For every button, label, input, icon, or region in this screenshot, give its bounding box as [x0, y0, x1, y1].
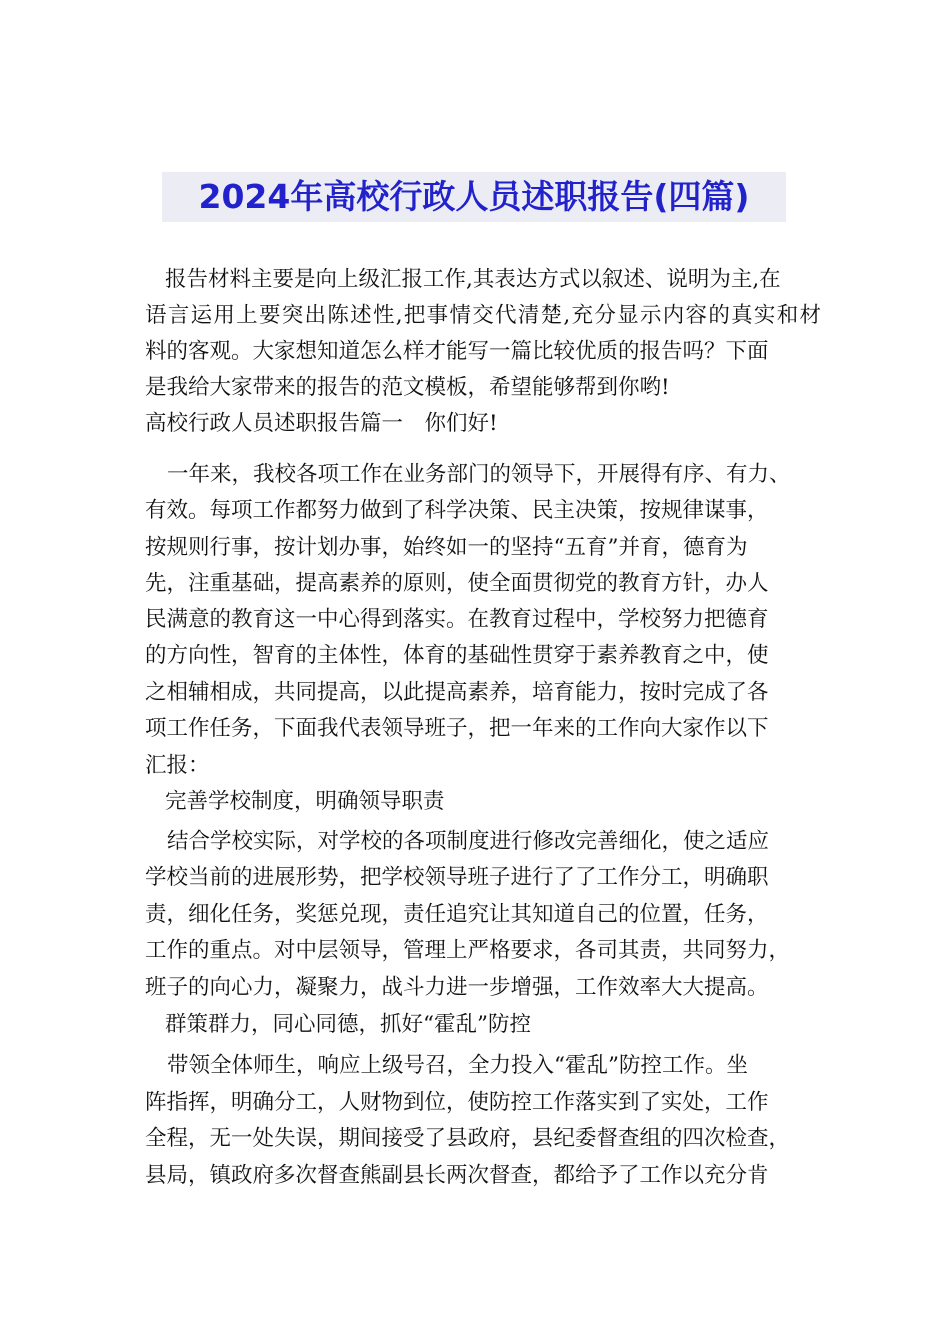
document-title: 2024年高校行政人员述职报告(四篇): [162, 172, 786, 222]
text-line: 有效。每项工作都努力做到了科学决策、民主决策，按规律谋事，: [145, 498, 769, 523]
text-line: 带领全体师生，响应上级号召，全力投入“霍乱”防控工作。坐: [167, 1053, 748, 1078]
text-line: 汇报：: [145, 753, 210, 778]
text-line: 按规则行事，按计划办事，始终如一的坚持“五育”并育，德育为: [145, 535, 748, 560]
text-line: 班子的向心力，凝聚力，战斗力进一步增强，工作效率大大提高。: [145, 975, 769, 1000]
section-heading: 高校行政人员述职报告篇一 你们好!: [145, 411, 498, 436]
text-line: 全程，无一处失误，期间接受了县政府，县纪委督查组的四次检查，: [145, 1126, 791, 1151]
text-line: 料的客观。大家想知道怎么样才能写一篇比较优质的报告吗？下面: [145, 339, 769, 364]
subsection-heading: 完善学校制度，明确领导职责: [165, 789, 445, 814]
text-line: 之相辅相成，共同提高，以此提高素养，培育能力，按时完成了各: [145, 680, 769, 705]
text-line: 语言运用上要突出陈述性,把事情交代清楚,充分显示内容的真实和材: [145, 303, 821, 328]
text-line: 县局，镇政府多次督查熊副县长两次督查，都给予了工作以充分肯: [145, 1163, 769, 1188]
text-line: 结合学校实际，对学校的各项制度进行修改完善细化，使之适应: [167, 829, 770, 854]
text-line: 学校当前的进展形势，把学校领导班子进行了了工作分工，明确职: [145, 865, 769, 890]
text-line: 项工作任务，下面我代表领导班子，把一年来的工作向大家作以下: [145, 716, 769, 741]
subsection-heading: 群策群力，同心同德，抓好“霍乱”防控: [165, 1012, 531, 1037]
text-line: 工作的重点。对中层领导，管理上严格要求，各司其责，共同努力，: [145, 938, 791, 963]
text-line: 先，注重基础，提高素养的原则，使全面贯彻党的教育方针，办人: [145, 571, 769, 596]
text-line: 的方向性，智育的主体性，体育的基础性贯穿于素养教育之中，使: [145, 643, 769, 668]
text-line: 责，细化任务，奖惩兑现，责任追究让其知道自己的位置，任务，: [145, 902, 769, 927]
text-line: 一年来，我校各项工作在业务部门的领导下，开展得有序、有力、: [167, 462, 791, 487]
text-line: 报告材料主要是向上级汇报工作,其表达方式以叙述、说明为主,在: [165, 267, 781, 292]
text-line: 是我给大家带来的报告的范文模板，希望能够帮到你哟!: [145, 375, 670, 400]
text-line: 民满意的教育这一中心得到落实。在教育过程中，学校努力把德育: [145, 607, 769, 632]
text-line: 阵指挥，明确分工，人财物到位，使防控工作落实到了实处，工作: [145, 1090, 769, 1115]
